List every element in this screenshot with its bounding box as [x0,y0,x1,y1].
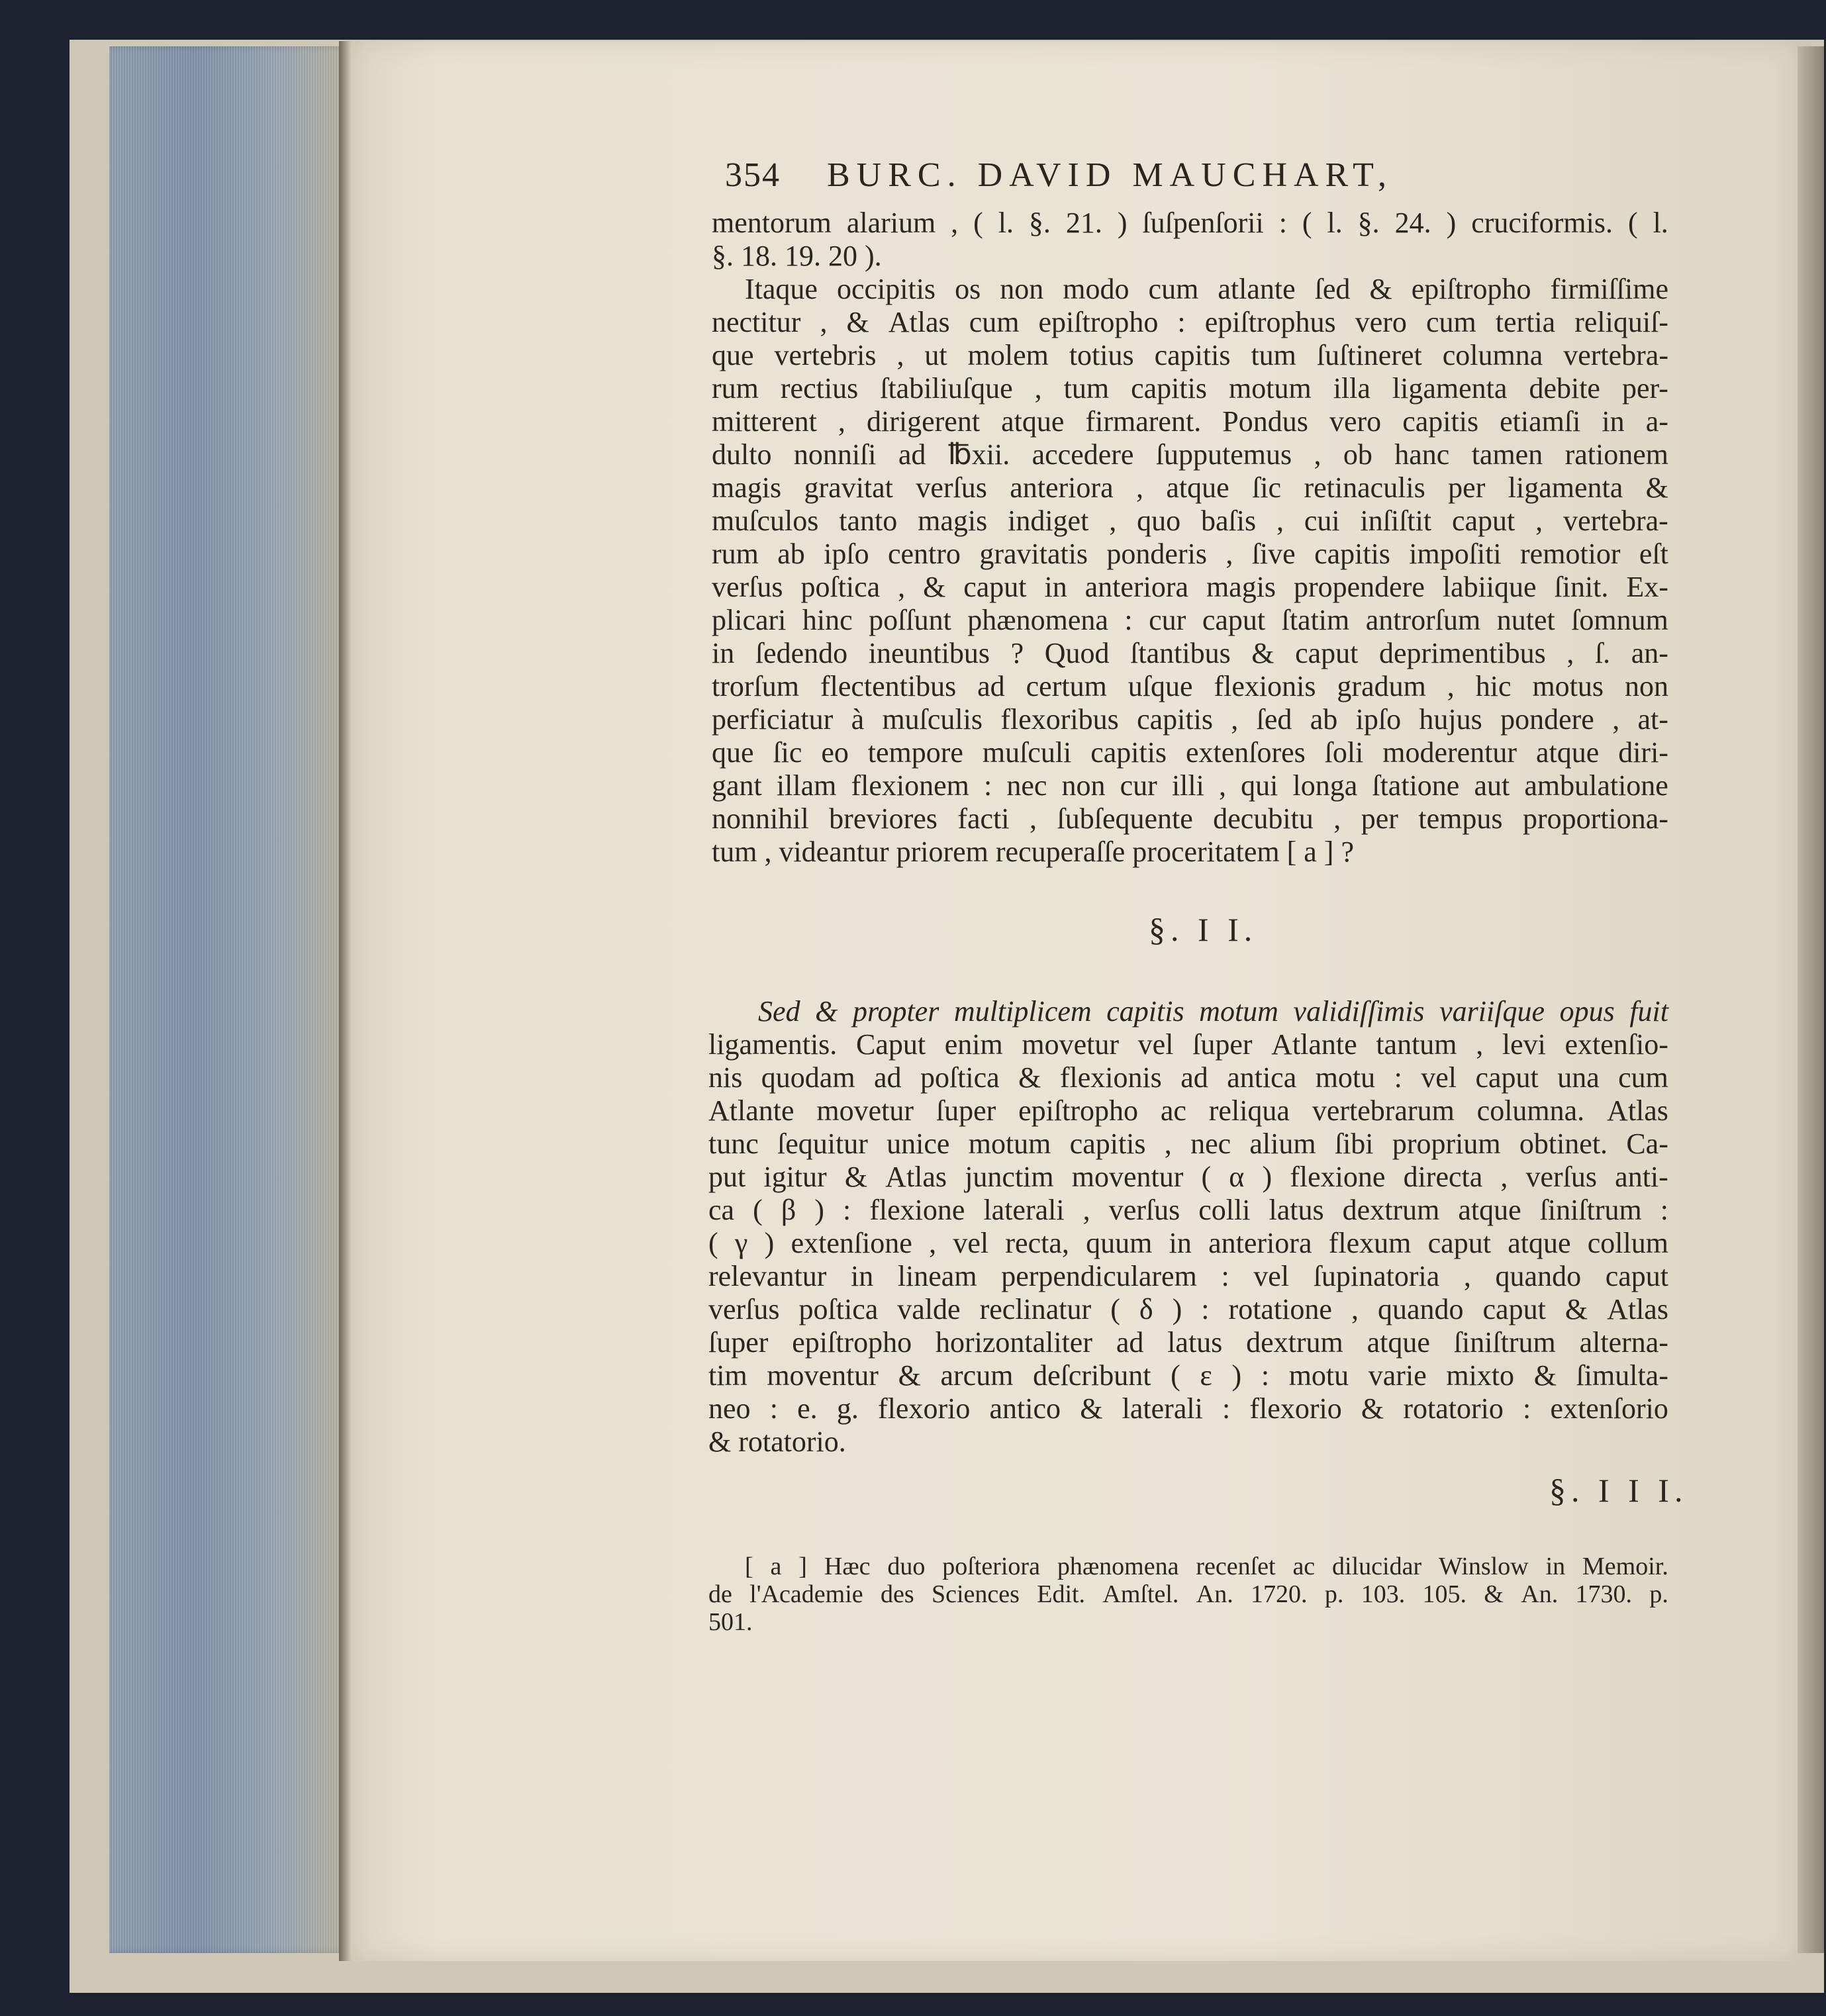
text-line: verſus poſtica , & caput in anteriora magis propendere labiique ſinit. Ex- [712,571,1668,603]
text-line: que ſic eo tempore muſculi capitis extenſores ſoli moderentur atque diri- [712,736,1668,769]
main-text [712,207,1668,869]
text-line: verſus poſtica valde reclinatur ( δ ) : rotatione , quando caput & Atlas [708,1293,1668,1325]
text-line: nectitur , & Atlas cum epiſtropho : epiſtrophus vero cum tertia reliquiſ- [712,306,1668,338]
running-title: BURC. DAVID MAUCHART, [827,156,1394,194]
text-line: rum ab ipſo centro gravitatis ponderis , ſive capitis impoſiti remotior eſt [712,538,1668,570]
text-line: Sed & propter multiplicem capitis motum validiſſimis variiſque opus fuit [758,995,1668,1028]
text-line: nonnihil breviores facti , ſubſequente decubitu , per tempus proportiona- [712,802,1668,835]
text-line: tunc ſequitur unice motum capitis , nec alium ſibi proprium obtinet. Ca- [708,1128,1668,1160]
text-line: que vertebris , ut molem totius capitis tum ſuſtineret columna vertebra- [712,339,1668,371]
text-line: §. 18. 19. 20 ). [712,240,882,272]
right-page-edge [1798,46,1824,1953]
text-line: put igitur & Atlas junctim moventur ( α ) flexione directa , verſus anti- [708,1161,1668,1193]
footnote-line: 501. [708,1608,753,1636]
footnote-line: de l'Academie des Sciences Edit. Amſtel. An. 1720. p. 103. 105. & An. 1730. p. [708,1580,1668,1608]
gutter [339,41,352,1961]
text-line: nis quodam ad poſtica & flexionis ad antica motu : vel caput una cum [708,1061,1668,1094]
footnote-line: [ a ] Hæc duo poſteriora phænomena recenſet ac dilucidar Winslow in Memoir. [745,1553,1668,1580]
text-line: ca ( β ) : flexione laterali , verſus colli latus dextrum atque ſiniſtrum : [708,1194,1668,1226]
section-heading-3: §. I I I. [1549,1472,1688,1509]
text-line: ſuper epiſtropho horizontaliter ad latus dextrum atque ſiniſtrum alterna- [708,1326,1668,1359]
text-line: relevantur in lineam perpendicularem : vel ſupinatoria , quando caput [708,1260,1668,1292]
text-line: ( γ ) extenſione , vel recta, quum in anteriora flexum caput atque collum [708,1227,1668,1259]
text-line: neo : e. g. flexorio antico & laterali : flexorio & rotatorio : extenſorio [708,1392,1668,1425]
footnote [708,1553,1668,1636]
text-line: perficiatur à muſculis flexoribus capitis , ſed ab ipſo hujus pondere , at- [712,703,1668,736]
text-line: plicari hinc poſſunt phænomena : cur caput ſtatim antrorſum nutet ſomnum [712,604,1668,636]
text-line: Atlante movetur ſuper epiſtropho ac reliqua vertebrarum columna. Atlas [708,1094,1668,1127]
text-line: mitterent , dirigerent atque firmarent. Pondus vero capitis etiamſi in a- [712,405,1668,438]
text-line: in ſedendo ineuntibus ? Quod ſtantibus & caput deprimentibus , ſ. an- [712,637,1668,669]
text-line: dulto nonniſi ad ℔xii. accedere ſupputemus , ob hanc tamen rationem [712,438,1668,471]
text-line: trorſum flectentibus ad certum uſque flexionis gradum , hic motus non [712,670,1668,702]
page-edges [109,46,351,1953]
text-line: Itaque occipitis os non modo cum atlante ſed & epiſtropho firmiſſime [745,273,1668,305]
text-line: magis gravitat verſus anteriora , atque ſic retinaculis per ligamenta & [712,471,1668,504]
text-line: gant illam flexionem : nec non cur illi , qui longa ſtatione aut ambulatione [712,769,1668,802]
section-heading-2: §. I I. [1149,911,1258,948]
text-line: tum , videantur priorem recuperaſſe proceritatem [ a ] ? [712,836,1354,868]
text-line: ligamentis. Caput enim movetur vel ſuper Atlante tantum , levi extenſio- [708,1028,1668,1061]
text-line: mentorum alarium , ( l. §. 21. ) ſuſpenſorii : ( l. §. 24. ) cruciformis. ( l. [712,207,1668,239]
section-2-text [708,995,1668,1459]
running-header [725,156,1672,195]
text-line: tim moventur & arcum deſcribunt ( ε ) : motu varie mixto & ſimulta- [708,1359,1668,1392]
text-line: muſculos tanto magis indiget , quo baſis , cui inſiſtit caput , vertebra- [712,504,1668,537]
text-line: rum rectius ſtabiliuſque , tum capitis motum illa ligamenta debite per- [712,372,1668,405]
text-line: & rotatorio. [708,1425,846,1458]
page-number: 354 [725,156,781,194]
